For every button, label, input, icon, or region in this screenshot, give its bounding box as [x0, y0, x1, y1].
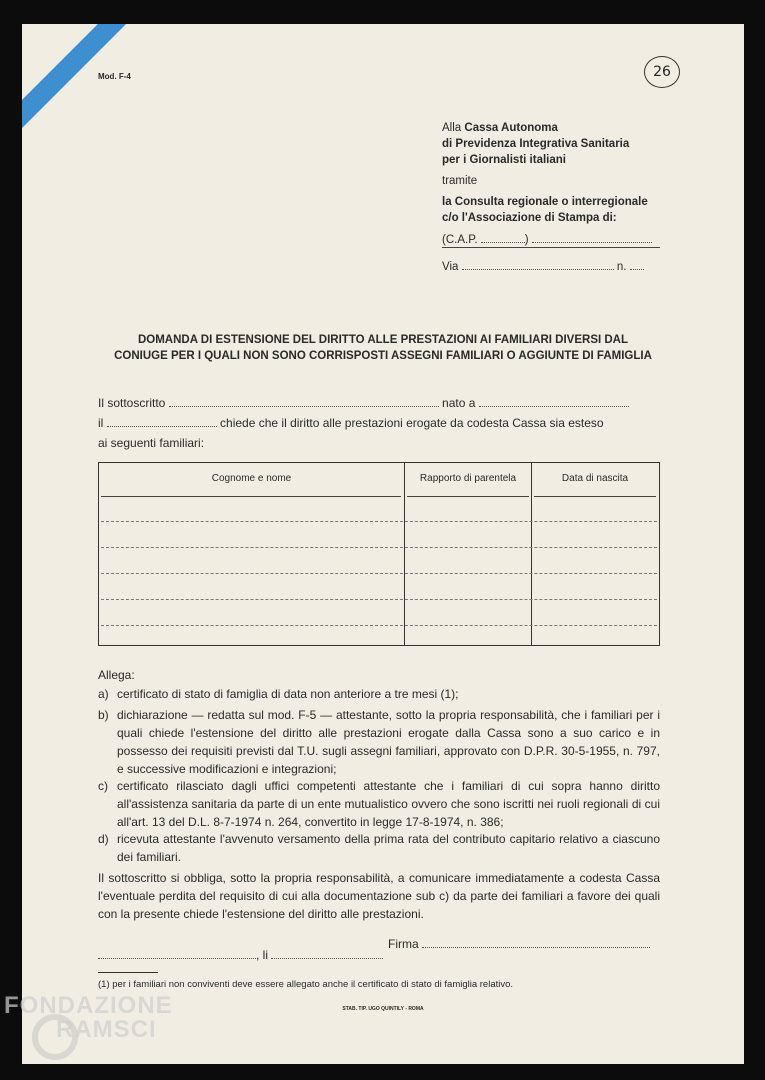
obligation-paragraph: Il sottoscritto si obbliga, sotto la propria responsabilità, a comunicare immediatamente a codesta Cassa l'eventuale perdita del requisito di cui alla documentazione sub c) da parte dei familiari a favore dei quali con la presente chiede l'estensione del diritto alle prestazioni. [98, 871, 660, 921]
corner-stripe [22, 24, 157, 149]
place-field[interactable] [98, 946, 256, 959]
header-underline [407, 496, 529, 497]
via-field[interactable] [462, 257, 614, 270]
column-header-relationship: Rapporto di parentela [419, 473, 517, 484]
table-divider [531, 463, 532, 645]
signature-line: Firma [388, 935, 650, 953]
footnote-rule [98, 972, 158, 973]
table-row[interactable] [101, 625, 657, 626]
address-line-3: per i Giornalisti italiani [442, 154, 566, 166]
address-tramite: tramite [442, 175, 478, 187]
header-underline [101, 496, 401, 497]
intro-line-2: il chiede che il diritto alle prestazioni erogate da codesta Cassa sia esteso [98, 416, 604, 430]
cap-line: (C.A.P. ) [442, 230, 652, 248]
birthplace-field[interactable] [479, 394, 629, 407]
column-header-name: Cognome e nome [211, 473, 292, 484]
watermark-line-2: RAMSCI [56, 1016, 157, 1043]
table-row[interactable] [101, 599, 657, 600]
date-field[interactable] [271, 946, 383, 959]
column-header-birthdate: Data di nascita [561, 473, 629, 484]
handwritten-number: 26 [644, 56, 680, 88]
signature-field[interactable] [422, 935, 650, 948]
address-line-5: la Consulta regionale o interregionale [442, 196, 648, 208]
intro-line-3: ai seguenti familiari: [98, 436, 205, 450]
footnote: (1) per i familiari non conviventi deve essere allegato anche il certificato di stato di famiglia relativo. [98, 979, 514, 990]
address-line-1: Alla Cassa Autonoma [442, 122, 558, 134]
birthdate-field[interactable] [107, 414, 217, 427]
table-row[interactable] [101, 547, 657, 548]
intro-line-1: Il sottoscritto nato a [98, 394, 629, 412]
family-table [98, 462, 660, 646]
place-date-line: , li [98, 946, 383, 964]
table-row[interactable] [101, 521, 657, 522]
via-line: Via n. [442, 257, 644, 275]
cap-field[interactable] [481, 230, 525, 243]
document-page: Mod. F-4 26 Alla Cassa Autonoma di Previdenza Integrativa Sanitaria per i Giornalisti italiani tramite la Consulta regionale o interregionale c/o l'Associazione di Stampa di: (C.A.P. ) Via n. DOMANDA DI ESTENSIONE DEL DIRITTO ALLE PRESTAZIONI AI FAMILIARI DIVERSI DAL CONIUGE PER I QUALI NON SONO CORRISPOSTI ASSEGNI FAMILIARI O AGGIUNTE DI FAMIGLIA Il sottoscritto nato a il chiede che il diritto alle prestazioni erogate da codesta Cassa sia esteso ai seguenti familiari: Cognome e nome Rapporto di parentela Data di nascita Allega: a) certificato di stato di famiglia di data non anteriore a tre mesi (1); b) dichiarazione — redatta sul mod. F-5 — attestante, sotto la propria responsabilità, che i familiari per i quali chiede l'estensione del diritto alle prestazioni erogate dalla Cassa sono a suo carico e in possesso dei requisiti previsti dal T.U. sugli assegni familiari, approvato con D.P.R. 30-5-1955, n. 797, e successive modificazioni e integrazioni; c) certificato rilasciato dagli uffici competenti attestante che i familiari di cui sopra hanno diritto all'assistenza sanitaria da parte di un ente mutualistico ovvero che sono iscritti nei ruoli regionali di cui all'art. 13 del D.L. 8-7-1974 n. 264, convertito in legge 17-8-1974, n. 386; d) ricevuta attestante l'avvenuto versamento della prima rata del contributo capitario relativo a ciascuno dei familiari. Il sottoscritto si obbliga, sotto la propria responsabilità, a comunicare immediatamente a codesta Cassa l'eventuale perdita del requisito di cui alla documentazione sub c) da parte dei familiari a favore dei quali con la presente chiede l'estensione del diritto alle prestazioni. Firma , li (1) per i familiari non conviventi deve essere allegato anche il certificato di stato di famiglia relativo. STAB. TIP. UGO QUINTILY - ROMA [22, 24, 744, 1064]
header-underline [534, 496, 656, 497]
city-field[interactable] [532, 230, 652, 243]
printer-credit: STAB. TIP. UGO QUINTILY - ROMA [342, 1006, 424, 1012]
address-rule [442, 247, 660, 248]
table-row[interactable] [101, 573, 657, 574]
watermark-line-1: FONDAZIONE [4, 992, 173, 1019]
address-line-6: c/o l'Associazione di Stampa di: [442, 212, 617, 224]
address-line-2: di Previdenza Integrativa Sanitaria [442, 138, 630, 150]
form-title-line-2: CONIUGE PER I QUALI NON SONO CORRISPOSTI ASSEGNI FAMILIARI O AGGIUNTE DI FAMIGLIA [114, 350, 652, 362]
street-number-field[interactable] [630, 257, 644, 270]
name-field[interactable] [169, 394, 439, 407]
allega-heading: Allega: [98, 668, 135, 682]
form-title-line-1: DOMANDA DI ESTENSIONE DEL DIRITTO ALLE PRESTAZIONI AI FAMILIARI DIVERSI DAL [137, 334, 629, 346]
form-code: Mod. F-4 [98, 72, 131, 81]
table-divider [404, 463, 405, 645]
